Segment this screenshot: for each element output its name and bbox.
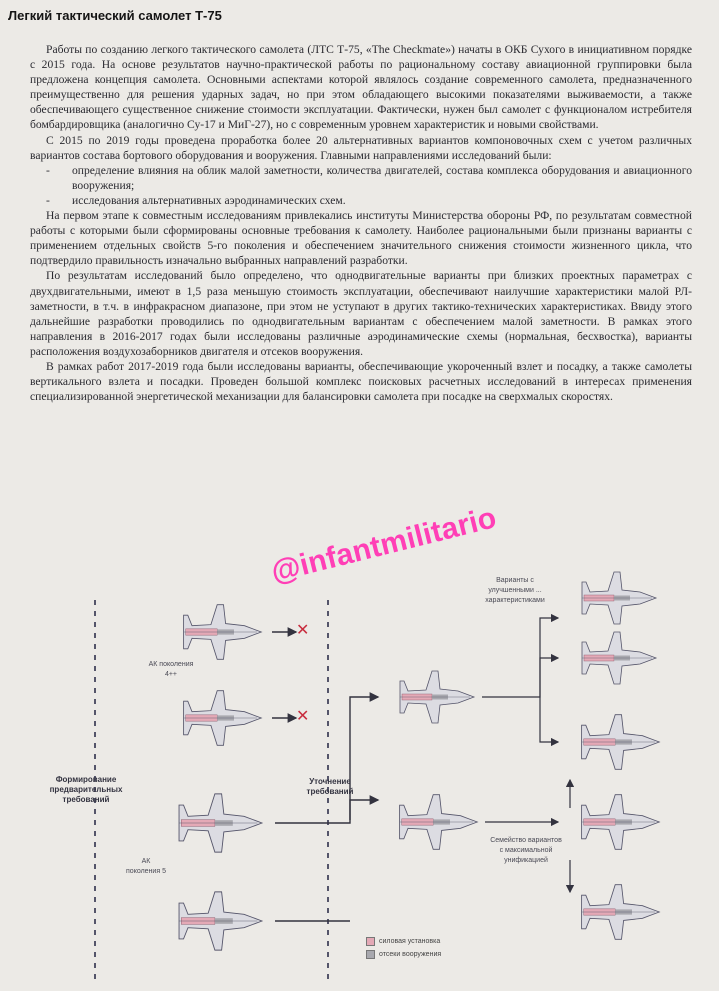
list-item: - исследования альтернативных аэродинамических схем.: [60, 193, 692, 208]
arrow: [275, 800, 378, 823]
variant-top-label: Варианты с улучшенными ... характеристиками: [485, 577, 545, 604]
arrow: [350, 697, 378, 820]
gen4-label: АК поколения 4++: [148, 661, 194, 678]
legend-label: отсеки вооружения: [379, 951, 442, 958]
aircraft-variant: [179, 892, 262, 950]
aircraft-variant: [184, 605, 262, 660]
aircraft-variant: [582, 572, 656, 624]
variant-mid-label: Семейство вариантов с максимальной унификацией: [490, 837, 562, 864]
legend-item-bay: [366, 950, 441, 959]
watermark-text: @infantmilitario: [267, 501, 500, 590]
stage1-label: Формирование предварительных требований: [49, 775, 123, 804]
reject-mark: ✕: [296, 708, 310, 725]
aircraft-variant: [184, 691, 262, 746]
aircraft-variant: [400, 795, 478, 850]
aircraft-variant: [582, 795, 660, 850]
aircraft-variant: [582, 715, 660, 770]
paragraph: Работы по созданию легкого тактического самолета (ЛТС Т-75, «The Checkmate») начаты в ОКБ Сухого в инициативном порядке с 2015 года. На основе результатов научно-практической работы по рациональному составу авиационной группировки была предложена концепция самолета. Основными аспектами которой являлось создание современного самолета, предназначенного преимущественно для решения ударных задач, но при этом обладающего высокими показателями выживаемости, а также обеспечивающего существенное снижение стоимости эксплуатации. Фактически, нужен был самолет с функционалом истребителя бомбардировщика (аналогично Су-17 и МиГ-27), но с современным уровнем характеристик и новыми свойствами.: [30, 43, 692, 132]
paragraph: По результатам исследований было определено, что однодвигательные варианты при близких проектных параметрах с двухдвигательными, имеют в 1,5 раза меньшую стоимость эксплуатации, обеспечивают наилучшие характеристики малой РЛ-заметности, в т.ч. в инфракрасном диапазоне, при этом не уступают в других тактико-технических характеристиках. Ввиду этого дальнейшие разработки проводились по однодвигательным вариантам с обеспечением малой заметности. В рамках этого направления в 2016-2017 годах были исследованы различные аэродинамические схемы (нормальная, бесхвостка), варианты расположения воздухозаборников двигателя и отсеков вооружения.: [30, 269, 692, 358]
legend-item-engine: [366, 937, 440, 946]
legend-swatch: [366, 950, 375, 959]
list-item: - определение влияния на облик малой заметности, количества двигателей, состава комплекса оборудования и авиационного вооружения;: [60, 163, 692, 193]
arrow: [540, 697, 558, 742]
aircraft-variant: [582, 632, 656, 684]
legend-swatch: [366, 937, 375, 946]
paragraph: На первом этапе к совместным исследованиям привлекались институты Министерства обороны РФ, по результатам совместной работы с которыми были сформированы основные требования к самолету. Наиболее рациональными были признаны варианты с применением отдельных свойств 5-го поколения и обеспечением значительного снижения стоимости жизненного цикла, что подтвердило правильность изначально выбранных направлений разработки.: [30, 209, 692, 268]
aircraft-variant: [400, 671, 474, 723]
arrow: [540, 658, 558, 697]
aircraft-variant: [582, 885, 660, 940]
reject-mark: ✕: [296, 622, 310, 639]
aircraft-variant: [179, 794, 262, 852]
legend-label: силовая установка: [379, 938, 441, 945]
paragraph: С 2015 по 2019 годы проведена проработка более 20 альтернативных вариантов компоновочных схем с учетом различных вариантов состава бортового оборудования и вооружения. Главными направлениями исследований были:: [30, 133, 692, 162]
stage2-label: Уточнение требований: [306, 777, 354, 796]
gen5-label: АК поколения 5: [126, 858, 166, 875]
page-title: Легкий тактический самолет Т-75: [8, 8, 222, 23]
paragraph: В рамках работ 2017-2019 года были исследованы варианты, обеспечивающие укороченный взлет и посадку, а также самолеты вертикального взлета и посадки. Проведен большой комплекс поисковых расчетных исследований в интересах применения специализированной энергетической механизации для балансировки самолета при посадке на сверхмалых скоростях.: [30, 359, 692, 404]
